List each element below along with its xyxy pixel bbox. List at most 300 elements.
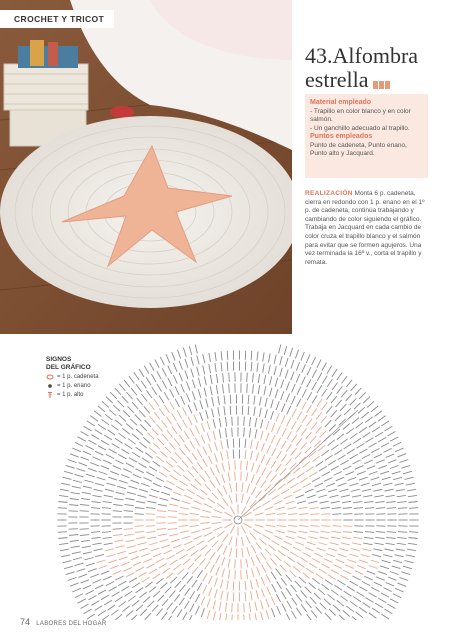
stitch-mark [85,480,94,482]
stitch-mark [307,405,312,413]
stitch-mark [142,577,150,582]
stitch-mark [362,454,370,458]
stitch-mark [261,612,263,620]
stitch-mark [403,471,412,474]
stitch-mark [335,415,342,422]
stitch-mark [102,401,109,407]
stitch-mark [131,557,140,560]
stitch-mark [257,465,261,474]
stitch-mark [217,531,224,537]
stitch-mark [109,587,117,591]
stitch-mark [293,489,301,493]
stitch-mark [287,431,292,439]
stitch-mark [277,513,286,514]
stitch-mark [259,408,261,417]
stitch-mark [140,609,147,616]
stitch-mark [359,587,367,591]
stitch-mark [158,438,165,445]
stitch-mark [327,366,332,374]
stitch-mark [156,578,163,584]
stitch-mark [184,541,192,545]
stitch-mark [397,543,406,544]
stitch-mark [172,413,177,421]
stitch-mark [306,568,314,573]
stitch-mark [130,615,137,620]
stitch-mark [160,357,164,365]
stitch-mark [194,414,198,423]
stitch-mark [352,495,361,497]
stitch-mark [200,400,203,409]
stitch-mark [266,513,275,515]
stitch-mark [70,540,79,541]
stitch-mark [307,392,312,400]
stitch-mark [331,466,339,470]
stitch-mark [376,532,385,533]
stitch-mark [203,365,205,374]
stitch-mark [267,587,271,595]
legend-item-double [46,390,99,399]
stitch-mark [341,390,347,397]
stitch-mark [112,444,120,449]
title-decoration-icon [373,70,391,94]
stitch-mark [268,365,270,374]
stitch-mark [153,591,160,597]
stitch-mark [281,546,289,551]
stitch-mark [397,537,406,538]
stitch-mark [188,563,195,570]
stitch-mark [276,413,279,422]
stitch-mark [322,564,330,568]
stitch-mark [115,614,122,620]
stitch-mark [106,397,113,403]
stitch-mark [115,388,121,395]
stitch-mark [340,460,348,464]
stitch-mark [227,581,229,590]
stitch-mark [272,495,280,500]
stitch-mark [152,387,157,395]
stitch-mark [83,585,91,589]
stitch-mark [353,501,362,502]
stitch-mark [284,346,287,355]
stitch-mark [271,435,275,444]
stitch-mark [122,396,128,403]
stitch-mark [108,477,117,480]
stitch-mark [221,591,223,600]
stitch-mark [356,422,363,428]
stitch-mark [169,504,178,506]
stitch-mark [364,537,373,538]
stitch-mark [167,555,175,559]
stitch-mark [185,588,190,596]
stitch-mark [297,399,301,407]
stitch-mark [207,433,210,442]
stitch-mark [95,430,103,435]
stitch-mark [401,465,410,468]
stitch-mark [253,384,254,393]
stitch-mark [356,444,364,449]
stitch-mark [202,528,211,530]
stitch-mark [165,587,172,594]
stitch-mark [212,516,221,517]
stitch-mark [316,607,322,614]
stitch-mark [298,531,307,533]
stitch-mark [245,450,246,459]
stitch-mark [132,583,140,588]
stitch-mark [274,536,283,540]
stitch-mark [225,428,226,437]
stitch-mark [78,437,86,441]
stitch-mark [197,356,199,365]
stitch-mark [159,408,164,416]
stitch-mark [311,611,317,618]
stitch-mark [151,548,160,551]
stitch-mark [380,471,389,474]
stitch-mark [119,433,126,439]
stitch-mark [157,384,162,392]
stitch-mark [119,415,126,421]
stitch-mark [322,450,329,456]
stitch-mark [70,499,79,500]
stitch-mark [253,373,254,382]
stitch-mark [331,537,340,539]
stitch-mark [201,608,204,617]
stitch-mark [337,600,344,606]
stitch-mark [256,477,260,485]
stitch-mark [184,601,189,609]
stitch-mark [119,480,128,483]
stitch-mark [114,540,123,542]
stitch-mark [169,591,175,598]
title-line-2: estrella [305,68,465,94]
stitch-mark [72,486,81,488]
stitch-mark [353,438,361,443]
stitch-mark [233,439,234,448]
stitch-mark [188,405,192,414]
stitch-mark [137,398,143,405]
stitch-mark [72,588,81,592]
stitch-mark [81,604,89,609]
stitch-mark [287,406,291,414]
stitch-mark [308,537,317,539]
stitch-mark [342,537,351,539]
stitch-mark [246,535,250,543]
stitch-mark [350,454,358,458]
stitch-mark [362,489,371,491]
stitch-mark [206,399,208,408]
stitch-mark [201,597,205,606]
stitch-mark [328,440,335,446]
stitch-mark [280,468,286,475]
stitch-mark [109,410,116,416]
stitch-mark [173,375,177,384]
stitch-mark [158,504,167,506]
stitch-mark [406,483,415,485]
stitch-mark [207,599,210,608]
stitch-mark [406,555,415,557]
stitch-mark [115,597,123,602]
stitch-mark [176,550,184,554]
stitch-mark [95,483,104,485]
stitch-mark [136,605,143,611]
stitch-mark [59,543,68,544]
stitch-mark [375,432,383,437]
stitch-mark [281,455,287,462]
stitch-mark [188,471,195,478]
stitch-mark [228,570,229,579]
stitch-mark [141,381,146,389]
stitch-mark [170,457,177,463]
stitch-mark [303,483,311,487]
stitch-mark [70,583,79,586]
title-line-1: 43.Alfombra [305,43,419,68]
stitch-mark [230,406,231,415]
stitch-mark [214,527,223,531]
stitch-mark [287,614,291,620]
stitch-mark [183,407,187,415]
stitch-mark [210,565,214,573]
stitch-mark [223,534,228,542]
stitch-mark [301,352,304,361]
stitch-mark [307,419,313,426]
stitch-mark [148,433,155,439]
stitch-mark [295,542,304,545]
stitch-mark [324,599,331,605]
stitch-mark [157,371,161,379]
stitch-mark [221,452,223,461]
stitch-mark [129,458,137,463]
stitch-mark [250,533,256,540]
stitch-mark [372,483,381,485]
stitch-mark [177,423,182,431]
stitch-mark [197,449,202,457]
stitch-mark [262,535,270,540]
stitch-mark [329,425,336,432]
stitch-mark [276,438,280,446]
stitch-mark [407,489,416,491]
stitch-mark [395,555,404,557]
stitch-mark [292,421,297,429]
stitch-mark [386,582,395,586]
stitch-mark [227,439,228,448]
stitch-mark [98,446,106,450]
stitch-mark [372,608,380,613]
stitch-mark [164,405,169,413]
stitch-mark [302,389,306,397]
stitch-mark [363,603,371,608]
stitch-mark [401,572,410,575]
stitch-mark [292,435,297,443]
stitch-mark [64,471,73,474]
stitch-mark [248,395,249,404]
stitch-mark [90,463,99,466]
stitch-mark [225,603,226,612]
stitch-mark [405,477,414,479]
stitch-mark [201,435,205,444]
stitch-mark [195,438,199,446]
stitch-mark [325,420,331,427]
stitch-mark [81,498,90,499]
stitch-mark [129,578,137,583]
stitch-mark [174,564,181,570]
stitch-mark [205,471,210,479]
stitch-mark [162,381,166,389]
stitch-mark [256,590,258,599]
stitch-mark [241,570,242,579]
stitch-mark [187,546,195,551]
stitch-mark [286,536,295,539]
stitch-mark [366,438,374,443]
stitch-mark [64,566,73,569]
stitch-mark [136,567,144,571]
stitch-mark [201,423,204,432]
stitch-mark [257,363,258,372]
stitch-mark [310,507,319,508]
stitch-mark [376,460,385,464]
stitch-mark [375,411,382,417]
stitch-mark [307,495,316,498]
stitch-mark [367,466,376,469]
stitch-mark [256,441,258,450]
stitch-mark [343,424,350,430]
stitch-mark [317,360,321,368]
stitch-mark [170,577,177,583]
stitch-mark [332,531,341,532]
stitch-mark [333,605,340,611]
stitch-mark [159,395,164,403]
stitch-mark [146,472,154,476]
stitch-mark [224,406,225,415]
stitch-mark [166,417,171,425]
stitch-mark [76,569,85,572]
stitch-mark [229,495,232,504]
stitch-mark [81,580,90,583]
stitch-mark [375,537,384,538]
stitch-mark [172,606,177,614]
stitch-mark [126,573,134,577]
stitch-mark [351,384,357,391]
stitch-mark [330,495,339,497]
stitch-mark [148,601,155,607]
stitch-mark [317,385,322,393]
stitch-mark [228,461,229,470]
stitch-mark [179,373,182,382]
stitch-mark [139,463,147,468]
stitch-mark [212,397,214,406]
points-heading: Puntos empleados [310,133,373,140]
stitch-mark [105,414,112,420]
stitch-mark [157,511,166,512]
stitch-mark [338,455,346,460]
stitch-mark [264,375,266,384]
stitch-mark [179,435,184,443]
stitch-mark [275,479,282,485]
stitch-mark [191,357,194,366]
stitch-mark [395,448,404,452]
stitch-mark [104,495,113,497]
stitch-mark [73,558,82,560]
stitch-mark [159,472,167,477]
stitch-mark [306,601,312,608]
stitch-mark [83,451,91,455]
stitch-mark [258,374,259,383]
stitch-mark [168,528,177,529]
stitch-mark [69,535,78,536]
stitch-mark [123,411,130,417]
stitch-mark [320,603,327,610]
stitch-mark [260,397,262,406]
stitch-mark [367,571,376,574]
stitch-mark [325,455,333,460]
stitch-mark [386,543,395,545]
stitch-mark [365,508,374,509]
stitch-mark [329,609,336,616]
stitch-mark [261,480,266,488]
stitch-mark [171,498,180,501]
stitch-mark [116,492,125,494]
stitch-mark [297,537,306,540]
stitch-mark [298,507,307,509]
stitch-mark [345,472,354,476]
stitch-mark [216,374,217,383]
stitch-mark [164,550,172,554]
stitch-mark [118,454,126,458]
realizacion-label: REALIZACIÓN [305,190,353,197]
stitch-mark [86,446,94,450]
stitch-mark [191,507,200,510]
stitch-mark [197,367,199,376]
stitch-mark [90,416,98,421]
stitch-mark [276,531,285,534]
stitch-mark [93,457,102,461]
stitch-mark [266,433,269,442]
stitch-mark [291,372,294,381]
stitch-mark [119,601,126,607]
stitch-mark [381,443,389,447]
stitch-mark [336,559,345,563]
stitch-mark [267,445,271,453]
stitch-mark [127,392,133,399]
stitch-mark [217,489,222,497]
stitch-mark [265,409,267,418]
stitch-mark [188,615,192,620]
stitch-mark [221,580,223,589]
stitch-mark [255,602,257,611]
stitch-mark [214,578,217,587]
stitch-mark [133,474,141,478]
stitch-mark [262,565,266,573]
stitch-mark [398,508,407,509]
stitch-mark [295,495,304,498]
stitch-mark [395,483,404,485]
stitch-mark [91,601,99,606]
stitch-mark [199,475,205,482]
stitch-mark [269,545,276,551]
stitch-mark [270,376,272,385]
stitch-mark [312,382,317,390]
section-tag: CROCHET Y TRICOT [0,10,114,28]
stitch-mark [297,386,301,394]
stitch-mark [385,489,394,491]
stitch-mark [129,551,138,554]
stitch-mark [253,529,261,534]
stitch-mark [137,543,146,545]
stitch-mark [334,472,342,476]
stitch-mark [340,489,349,492]
stitch-mark [66,465,75,468]
stitch-mark [162,434,168,441]
stitch-mark [373,489,382,491]
stitch-mark [126,498,135,500]
